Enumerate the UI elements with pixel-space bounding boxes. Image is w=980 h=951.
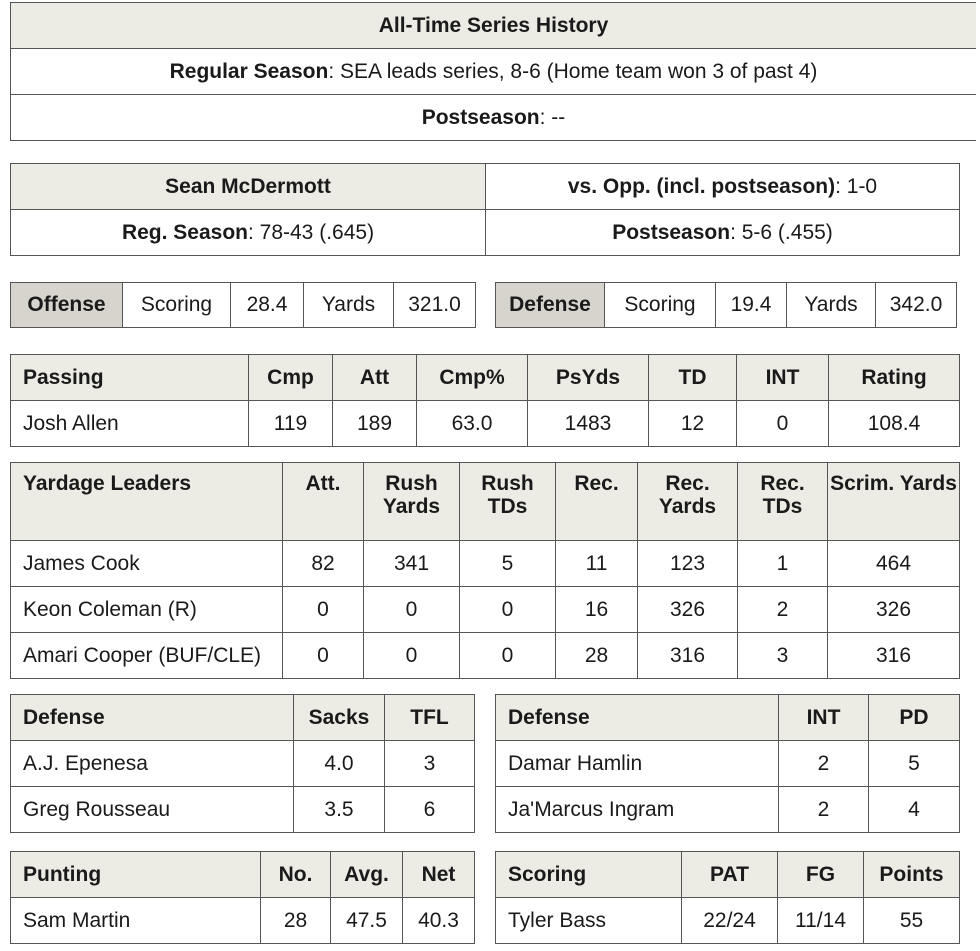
stat-cell: 0 xyxy=(737,401,829,447)
stat-cell: 0 xyxy=(364,587,460,633)
player-name: Damar Hamlin xyxy=(496,741,779,787)
stat-cell: 47.5 xyxy=(331,898,403,944)
stat-cell: 108.4 xyxy=(829,401,960,447)
stat-cell: 0 xyxy=(283,587,364,633)
punting-header-name: Punting xyxy=(11,852,261,898)
series-title: All-Time Series History xyxy=(11,3,977,49)
defense-summary xyxy=(495,282,957,328)
stat-cell: 0 xyxy=(364,633,460,679)
coach-vs-opp-label: vs. Opp. (incl. postseason) xyxy=(567,174,836,198)
table-row xyxy=(11,741,475,787)
coach-postseason xyxy=(486,210,960,256)
passing-header-name: Passing xyxy=(11,355,249,401)
offense-yards-value: 321.0 xyxy=(393,282,476,328)
passing-header-int: INT xyxy=(737,355,829,401)
defense-right-header-int: INT xyxy=(779,695,869,741)
stat-cell: 0 xyxy=(460,587,556,633)
table-row xyxy=(11,401,960,447)
offense-scoring-value: 28.4 xyxy=(230,282,304,328)
stat-cell: 326 xyxy=(828,587,960,633)
table-row xyxy=(11,787,475,833)
stat-cell: 0 xyxy=(460,633,556,679)
table-row xyxy=(11,541,960,587)
series-history-table xyxy=(10,2,977,141)
player-name: Ja'Marcus Ingram xyxy=(496,787,779,833)
scoring-header-points: Points xyxy=(864,852,960,898)
coach-post-label: Postseason xyxy=(612,220,731,244)
passing-header-cmp: Cmp xyxy=(249,355,333,401)
table-row xyxy=(496,741,960,787)
punting-header-no: No. xyxy=(261,852,331,898)
offense-summary xyxy=(10,282,476,328)
yardage-header-rec: Rec. xyxy=(556,463,638,541)
offense-label: Offense xyxy=(10,282,123,328)
defense-scoring-label: Scoring xyxy=(604,282,716,328)
coach-reg-label: Reg. Season xyxy=(121,220,248,244)
player-name: Sam Martin xyxy=(11,898,261,944)
stat-cell: 341 xyxy=(364,541,460,587)
stat-cell: 0 xyxy=(283,633,364,679)
stat-cell: 22/24 xyxy=(682,898,778,944)
stat-cell: 2 xyxy=(738,587,828,633)
coach-reg-season xyxy=(11,210,486,256)
stat-cell: 40.3 xyxy=(403,898,475,944)
defense-int-table xyxy=(495,694,960,833)
table-row xyxy=(11,633,960,679)
yardage-header-scrim-yards: Scrim. Yards xyxy=(828,463,960,541)
defense-left-header-tfl: TFL xyxy=(385,695,475,741)
series-post-value: : -- xyxy=(539,105,566,129)
offense-yards-label: Yards xyxy=(303,282,394,328)
stat-cell: 1 xyxy=(738,541,828,587)
series-post-label: Postseason xyxy=(421,105,540,129)
stat-cell: 326 xyxy=(638,587,738,633)
stat-cell: 11/14 xyxy=(778,898,864,944)
yardage-header-rush-tds: Rush TDs xyxy=(460,463,556,541)
stat-cell: 123 xyxy=(638,541,738,587)
defense-right-header-name: Defense xyxy=(496,695,779,741)
punting-table xyxy=(10,851,475,944)
player-name: Amari Cooper (BUF/CLE) xyxy=(11,633,283,679)
player-name: Keon Coleman (R) xyxy=(11,587,283,633)
page-edge xyxy=(976,0,980,951)
stat-cell: 16 xyxy=(556,587,638,633)
stat-cell: 1483 xyxy=(528,401,649,447)
player-name: Greg Rousseau xyxy=(11,787,294,833)
defense-scoring-value: 19.4 xyxy=(715,282,787,328)
coach-vs-opp-value: : 1-0 xyxy=(835,174,878,198)
stat-cell: 28 xyxy=(261,898,331,944)
series-regular-value: : SEA leads series, 8-6 (Home team won 3 of past 4) xyxy=(328,59,818,83)
passing-header-att: Att xyxy=(333,355,417,401)
coach-table xyxy=(10,163,960,256)
scoring-header-name: Scoring xyxy=(496,852,682,898)
passing-header-cmp-pct: Cmp% xyxy=(417,355,528,401)
scoring-header-fg: FG xyxy=(778,852,864,898)
coach-name: Sean McDermott xyxy=(11,164,486,210)
table-row xyxy=(11,587,960,633)
defense-yards-label: Yards xyxy=(786,282,876,328)
passing-header-rating: Rating xyxy=(829,355,960,401)
punting-header-net: Net xyxy=(403,852,475,898)
stat-cell: 2 xyxy=(779,741,869,787)
passing-table xyxy=(10,354,960,447)
defense-left-header-sacks: Sacks xyxy=(294,695,385,741)
stat-cell: 63.0 xyxy=(417,401,528,447)
stat-cell: 316 xyxy=(828,633,960,679)
table-row xyxy=(496,787,960,833)
series-postseason xyxy=(11,95,977,141)
stat-cell: 119 xyxy=(249,401,333,447)
stat-cell: 189 xyxy=(333,401,417,447)
stat-cell: 12 xyxy=(649,401,737,447)
passing-header-psyds: PsYds xyxy=(528,355,649,401)
defense-left-header-name: Defense xyxy=(11,695,294,741)
yardage-header-rec-tds: Rec. TDs xyxy=(738,463,828,541)
scoring-table xyxy=(495,851,960,944)
coach-vs-opp xyxy=(486,164,960,210)
table-row xyxy=(11,898,475,944)
player-name: Josh Allen xyxy=(11,401,249,447)
yardage-header-rec-yards: Rec. Yards xyxy=(638,463,738,541)
stat-cell: 6 xyxy=(385,787,475,833)
defense-label: Defense xyxy=(495,282,605,328)
stat-cell: 5 xyxy=(460,541,556,587)
stat-cell: 3 xyxy=(385,741,475,787)
stat-cell: 55 xyxy=(864,898,960,944)
defense-yards-value: 342.0 xyxy=(875,282,957,328)
player-name: Tyler Bass xyxy=(496,898,682,944)
offense-scoring-label: Scoring xyxy=(122,282,231,328)
table-row xyxy=(496,898,960,944)
stat-cell: 3.5 xyxy=(294,787,385,833)
stat-cell: 11 xyxy=(556,541,638,587)
defense-right-header-pd: PD xyxy=(869,695,960,741)
stat-cell: 3 xyxy=(738,633,828,679)
yardage-header-att: Att. xyxy=(283,463,364,541)
defense-sacks-table xyxy=(10,694,475,833)
scoring-header-pat: PAT xyxy=(682,852,778,898)
stat-cell: 4.0 xyxy=(294,741,385,787)
player-name: A.J. Epenesa xyxy=(11,741,294,787)
stat-cell: 2 xyxy=(779,787,869,833)
coach-reg-value: : 78-43 (.645) xyxy=(247,220,375,244)
punting-header-avg: Avg. xyxy=(331,852,403,898)
yardage-header-name: Yardage Leaders xyxy=(11,463,283,541)
series-regular xyxy=(11,49,977,95)
stat-cell: 82 xyxy=(283,541,364,587)
stat-cell: 5 xyxy=(869,741,960,787)
coach-post-value: : 5-6 (.455) xyxy=(730,220,833,244)
series-regular-label: Regular Season xyxy=(169,59,329,83)
stat-cell: 464 xyxy=(828,541,960,587)
yardage-leaders-table xyxy=(10,462,960,679)
stat-cell: 316 xyxy=(638,633,738,679)
yardage-header-rush-yards: Rush Yards xyxy=(364,463,460,541)
player-name: James Cook xyxy=(11,541,283,587)
stat-cell: 4 xyxy=(869,787,960,833)
passing-header-td: TD xyxy=(649,355,737,401)
stat-cell: 28 xyxy=(556,633,638,679)
